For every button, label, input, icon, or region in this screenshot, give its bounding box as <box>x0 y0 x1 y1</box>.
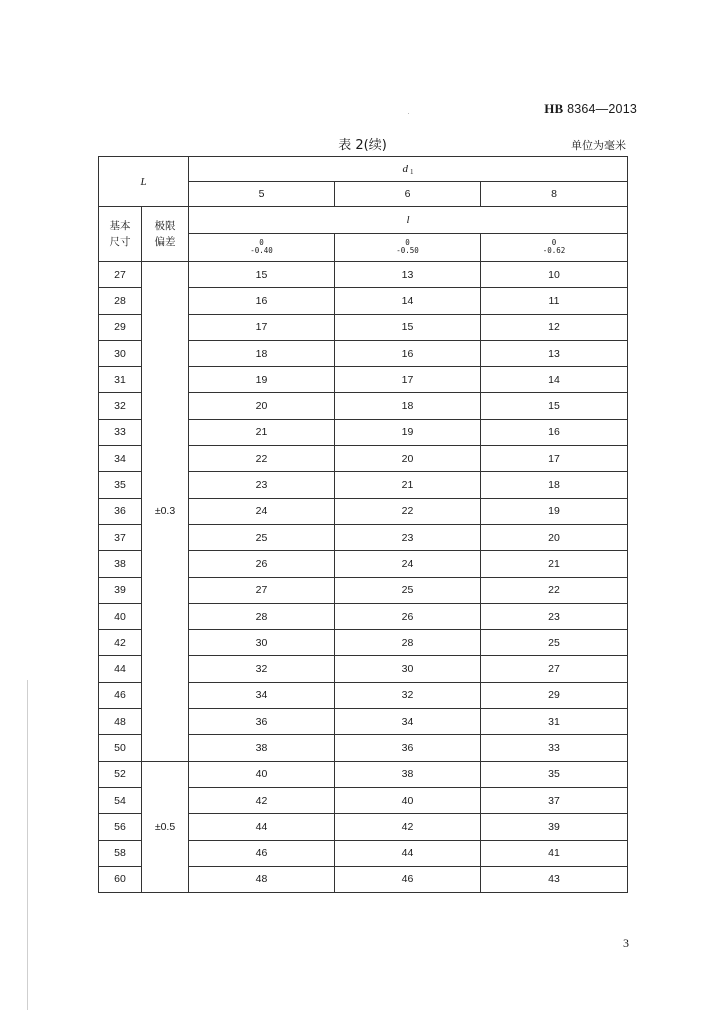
basic-size-cell: 34 <box>99 446 142 472</box>
table-caption: 表 2(续) <box>338 138 387 153</box>
length-cell: 16 <box>481 419 628 445</box>
length-cell: 18 <box>189 340 335 366</box>
length-cell: 39 <box>481 814 628 840</box>
length-cell: 20 <box>189 393 335 419</box>
length-cell: 12 <box>481 314 628 340</box>
scan-edge-line <box>27 680 28 1010</box>
basic-size-cell: 52 <box>99 761 142 787</box>
length-cell: 19 <box>189 367 335 393</box>
length-cell: 16 <box>335 340 481 366</box>
length-cell: 25 <box>481 630 628 656</box>
table-row <box>99 761 628 787</box>
length-cell: 18 <box>481 472 628 498</box>
length-cell: 17 <box>481 446 628 472</box>
limit-deviation-header <box>142 207 189 262</box>
length-cell: 30 <box>189 630 335 656</box>
header-cell-l <box>189 207 628 234</box>
basic-size-cell: 28 <box>99 288 142 314</box>
d1-label <box>403 163 414 175</box>
length-cell: 24 <box>335 551 481 577</box>
basic-size-cell: 60 <box>99 866 142 892</box>
basic-size-cell: 48 <box>99 709 142 735</box>
length-cell: 43 <box>481 866 628 892</box>
length-cell: 15 <box>335 314 481 340</box>
tolerance-upper: 0 <box>551 238 557 247</box>
length-cell: 28 <box>335 630 481 656</box>
standard-code-prefix: HB <box>544 101 564 116</box>
length-cell: 16 <box>189 288 335 314</box>
length-cell: 25 <box>335 577 481 603</box>
length-cell: 32 <box>335 682 481 708</box>
standard-code-number: 8364—2013 <box>567 102 637 116</box>
tolerance-lower: -0.40 <box>250 246 273 255</box>
basic-size-cell: 56 <box>99 814 142 840</box>
length-cell: 23 <box>335 524 481 550</box>
d1-subscript: 1 <box>410 167 414 176</box>
header-cell-L <box>99 157 189 207</box>
l-label: l <box>406 214 410 226</box>
length-cell: 18 <box>335 393 481 419</box>
length-cell: 31 <box>481 709 628 735</box>
basic-size-cell: 40 <box>99 603 142 629</box>
length-cell: 21 <box>189 419 335 445</box>
length-cell: 28 <box>189 603 335 629</box>
diameter-cell: 5 <box>189 182 335 207</box>
length-cell: 22 <box>335 498 481 524</box>
length-cell: 25 <box>189 524 335 550</box>
basic-size-cell: 54 <box>99 787 142 813</box>
length-cell: 17 <box>189 314 335 340</box>
length-cell: 20 <box>481 524 628 550</box>
length-cell: 22 <box>189 446 335 472</box>
length-cell: 30 <box>335 656 481 682</box>
length-cell: 48 <box>189 866 335 892</box>
header-row-l <box>99 207 628 234</box>
basic-size-cell: 27 <box>99 262 142 288</box>
length-cell: 14 <box>335 288 481 314</box>
basic-size-header <box>99 207 142 262</box>
length-cell: 17 <box>335 367 481 393</box>
d1-symbol: d <box>402 162 408 175</box>
length-cell: 13 <box>481 340 628 366</box>
length-cell: 38 <box>335 761 481 787</box>
limit-deviation-label-2: 偏差 <box>154 236 176 248</box>
length-cell: 11 <box>481 288 628 314</box>
tolerance-lower: -0.62 <box>542 246 566 255</box>
length-cell: 15 <box>189 262 335 288</box>
dimension-table <box>98 156 628 893</box>
length-cell: 24 <box>189 498 335 524</box>
length-cell: 34 <box>189 682 335 708</box>
basic-size-cell: 30 <box>99 340 142 366</box>
length-cell: 37 <box>481 787 628 813</box>
standard-code <box>544 101 637 117</box>
diameter-cell: 6 <box>335 182 481 207</box>
length-cell: 20 <box>335 446 481 472</box>
unit-note: 单位为毫米 <box>571 139 626 152</box>
basic-size-cell: 42 <box>99 630 142 656</box>
length-cell: 10 <box>481 262 628 288</box>
length-cell: 26 <box>189 551 335 577</box>
limit-deviation-cell: ±0.5 <box>142 761 189 892</box>
tolerance-cell <box>335 234 481 262</box>
length-cell: 46 <box>335 866 481 892</box>
length-cell: 29 <box>481 682 628 708</box>
length-cell: 23 <box>189 472 335 498</box>
length-cell: 38 <box>189 735 335 761</box>
tolerance-cell <box>189 234 335 262</box>
basic-size-cell: 33 <box>99 419 142 445</box>
length-cell: 15 <box>481 393 628 419</box>
length-cell: 35 <box>481 761 628 787</box>
basic-size-cell: 50 <box>99 735 142 761</box>
header-cell-d1 <box>189 157 628 182</box>
length-cell: 40 <box>335 787 481 813</box>
table-row <box>99 262 628 288</box>
length-cell: 41 <box>481 840 628 866</box>
length-cell: 13 <box>335 262 481 288</box>
basic-size-cell: 44 <box>99 656 142 682</box>
length-cell: 26 <box>335 603 481 629</box>
basic-size-cell: 37 <box>99 524 142 550</box>
length-cell: 36 <box>189 709 335 735</box>
length-cell: 21 <box>481 551 628 577</box>
length-cell: 42 <box>189 787 335 813</box>
tolerance-upper: 0 <box>405 238 410 247</box>
length-cell: 22 <box>481 577 628 603</box>
diameter-cell: 8 <box>481 182 628 207</box>
length-cell: 14 <box>481 367 628 393</box>
header-row-d1 <box>99 157 628 182</box>
limit-deviation-cell: ±0.3 <box>142 262 189 762</box>
page-number: 3 <box>623 936 629 950</box>
basic-size-label-2: 尺寸 <box>109 236 131 248</box>
length-cell: 44 <box>335 840 481 866</box>
limit-deviation-label-1: 极限 <box>154 220 176 232</box>
length-cell: 27 <box>481 656 628 682</box>
basic-size-cell: 46 <box>99 682 142 708</box>
basic-size-cell: 31 <box>99 367 142 393</box>
basic-size-label-1: 基本 <box>109 220 131 232</box>
length-cell: 19 <box>335 419 481 445</box>
length-cell: 42 <box>335 814 481 840</box>
length-cell: 40 <box>189 761 335 787</box>
basic-size-cell: 35 <box>99 472 142 498</box>
basic-size-cell: 36 <box>99 498 142 524</box>
length-cell: 32 <box>189 656 335 682</box>
scan-speck <box>408 113 409 114</box>
basic-size-cell: 58 <box>99 840 142 866</box>
length-cell: 44 <box>189 814 335 840</box>
basic-size-cell: 32 <box>99 393 142 419</box>
basic-size-cell: 39 <box>99 577 142 603</box>
length-cell: 21 <box>335 472 481 498</box>
tolerance-upper: 0 <box>259 238 264 247</box>
length-cell: 19 <box>481 498 628 524</box>
length-cell: 27 <box>189 577 335 603</box>
basic-size-cell: 38 <box>99 551 142 577</box>
basic-size-cell: 29 <box>99 314 142 340</box>
length-cell: 36 <box>335 735 481 761</box>
tolerance-cell <box>481 234 628 262</box>
length-cell: 34 <box>335 709 481 735</box>
length-cell: 33 <box>481 735 628 761</box>
length-cell: 23 <box>481 603 628 629</box>
L-label: L <box>140 175 147 188</box>
tolerance-lower: -0.50 <box>396 246 419 255</box>
length-cell: 46 <box>189 840 335 866</box>
